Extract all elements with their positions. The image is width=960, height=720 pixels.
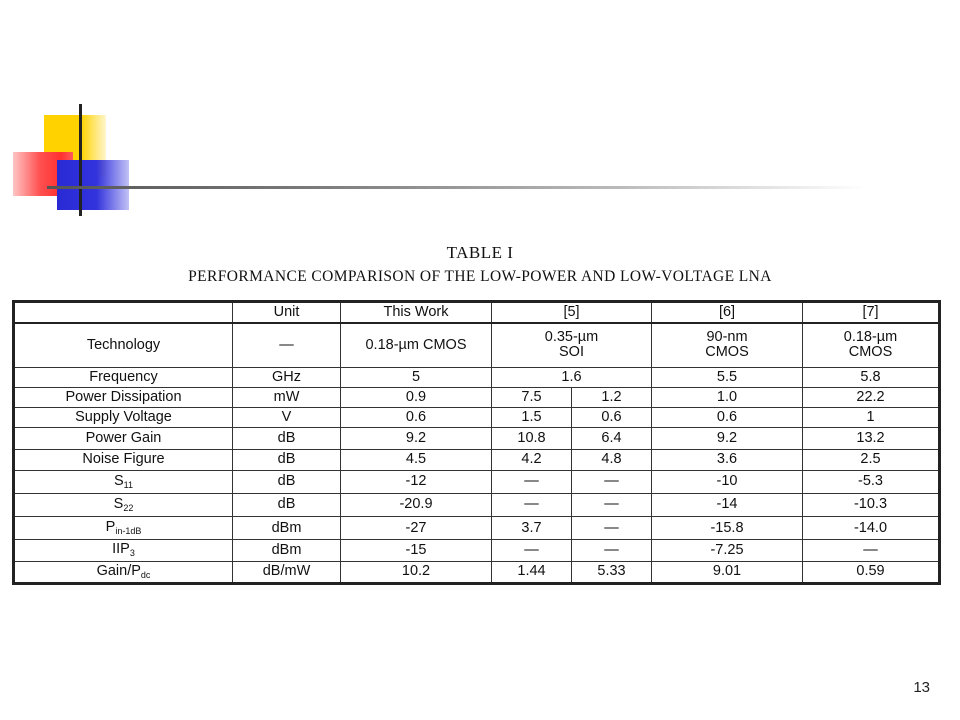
ref6-line1: 90-nm [706,328,748,345]
cell-ref7: 22.2 [803,387,940,407]
cell-this-work: -20.9 [341,493,492,516]
cell-ref6: 9.01 [652,561,803,583]
ref7-line1: 0.18-µm [843,328,898,345]
title-divider-line [47,186,867,189]
cell-this-work: 5 [341,367,492,387]
cell-unit: dB [233,470,341,493]
cell-ref5b: 1.2 [572,387,652,407]
cell-ref6: -10 [652,470,803,493]
cell-ref5a: — [492,493,572,516]
cell-this-work: 0.18-µm CMOS [341,323,492,367]
row-label-supply-voltage: Supply Voltage [14,408,233,428]
table-row [14,540,940,561]
table-row [14,387,940,407]
table-row [14,428,940,449]
s22-sub: 22 [123,502,134,513]
cell-ref6: 9.2 [652,428,803,449]
cell-ref5b: 5.33 [572,561,652,583]
logo-blue-square [57,160,129,210]
cell-unit: V [233,408,341,428]
p1db-sub: in-1dB [115,526,142,537]
cell-this-work: -27 [341,517,492,540]
cell-ref7: 13.2 [803,428,940,449]
cell-unit: dB [233,449,341,470]
cell-ref6: 5.5 [652,367,803,387]
cell-ref7: -10.3 [803,493,940,516]
cell-ref6: 1.0 [652,387,803,407]
cell-ref6 [652,323,803,367]
s22-main: S [113,495,124,512]
row-label-noise-figure: Noise Figure [14,449,233,470]
cell-ref7: 5.8 [803,367,940,387]
cell-ref5b: — [572,540,652,561]
table-row [14,561,940,583]
gain-pdc-main: Gain/P [96,562,141,579]
header-ref6: [6] [652,302,803,323]
cell-unit: — [233,323,341,367]
cell-ref6: -15.8 [652,517,803,540]
p1db-main: P [105,519,116,536]
cell-unit: dBm [233,540,341,561]
row-label-p1db [14,517,233,540]
ref7-line2: CMOS [848,344,893,361]
cell-ref5b: — [572,517,652,540]
row-label-power-gain: Power Gain [14,428,233,449]
iip3-sub: 3 [129,548,135,559]
cell-ref7: 1 [803,408,940,428]
header-blank [14,302,233,323]
logo-vertical-line [79,104,82,216]
cell-this-work: 10.2 [341,561,492,583]
table-row [14,367,940,387]
row-label-power-dissipation: Power Dissipation [14,387,233,407]
table-title: TABLE I [446,243,514,262]
s11-sub: 11 [123,479,133,490]
table-row [14,408,940,428]
cell-ref5a: 7.5 [492,387,572,407]
table-row [14,449,940,470]
row-label-s22 [14,493,233,516]
cell-ref5a: 10.8 [492,428,572,449]
cell-ref6: 3.6 [652,449,803,470]
row-label-iip3 [14,540,233,561]
performance-table [12,300,941,585]
cell-ref5a: 3.7 [492,517,572,540]
header-this-work: This Work [341,302,492,323]
cell-ref6: 0.6 [652,408,803,428]
cell-ref7: -14.0 [803,517,940,540]
cell-this-work: 9.2 [341,428,492,449]
table-row [14,493,940,516]
cell-ref7: 2.5 [803,449,940,470]
cell-ref5b: 0.6 [572,408,652,428]
cell-unit: dB [233,428,341,449]
page-number: 13 [913,679,930,696]
header-ref7: [7] [803,302,940,323]
row-label-frequency: Frequency [14,367,233,387]
cell-ref7: — [803,540,940,561]
cell-unit: dBm [233,517,341,540]
row-label-technology: Technology [14,323,233,367]
cell-unit: mW [233,387,341,407]
cell-ref5b: — [572,470,652,493]
cell-ref5b: 6.4 [572,428,652,449]
cell-ref6: -14 [652,493,803,516]
cell-this-work: 0.6 [341,408,492,428]
s11-main: S [113,472,124,489]
cell-ref7: 0.59 [803,561,940,583]
cell-this-work: 4.5 [341,449,492,470]
cell-ref5: 1.6 [492,367,652,387]
cell-ref5a: 4.2 [492,449,572,470]
cell-ref5 [492,323,652,367]
cell-unit: dB [233,493,341,516]
table-caption: PERFORMANCE COMPARISON OF THE LOW-POWER AND LOW-VOLTAGE LNA [188,268,772,285]
cell-ref5b: 4.8 [572,449,652,470]
header-unit: Unit [233,302,341,323]
cell-this-work: -12 [341,470,492,493]
cell-this-work: 0.9 [341,387,492,407]
row-label-gain-pdc [14,561,233,583]
cell-ref5b: — [572,493,652,516]
cell-this-work: -15 [341,540,492,561]
cell-ref5a: 1.5 [492,408,572,428]
ref5-line1: 0.35-µm [544,328,599,345]
header-ref5: [5] [492,302,652,323]
table-row [14,517,940,540]
cell-unit: dB/mW [233,561,341,583]
iip3-main: IIP [112,541,130,558]
cell-ref6: -7.25 [652,540,803,561]
gain-pdc-sub: dc [140,569,151,580]
slide-logo [0,0,960,230]
ref6-line2: CMOS [705,344,749,361]
cell-ref5a: 1.44 [492,561,572,583]
header-row [14,302,940,323]
table-row [14,470,940,493]
row-label-s11 [14,470,233,493]
cell-ref5a: — [492,540,572,561]
cell-ref7 [803,323,940,367]
cell-ref5a: — [492,470,572,493]
table-row [14,323,940,367]
ref5-line2: SOI [559,344,584,361]
cell-unit: GHz [233,367,341,387]
cell-ref7: -5.3 [803,470,940,493]
